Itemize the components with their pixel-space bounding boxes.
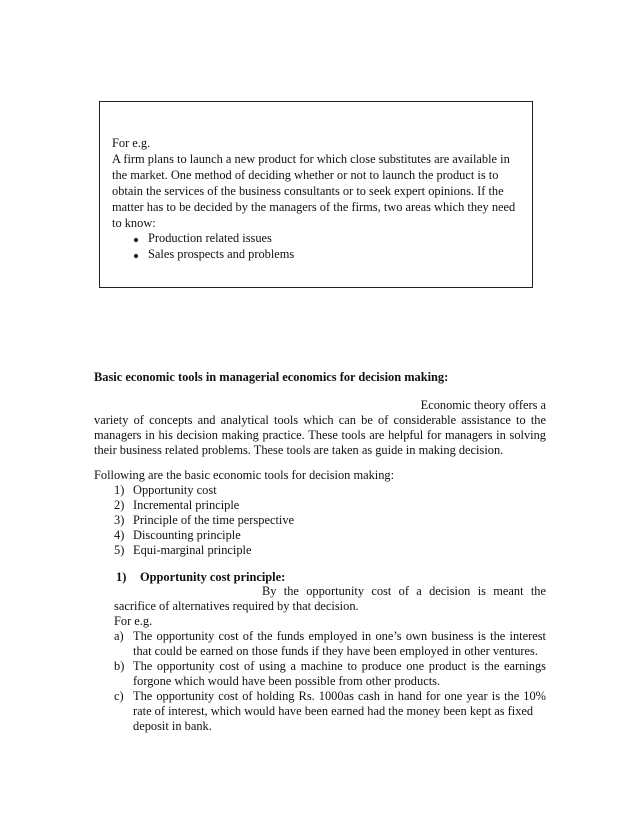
opportunity-eg-label: For e.g. xyxy=(114,614,153,628)
opportunity-second-line: sacrifice of alternatives required by that decision. xyxy=(114,599,359,613)
intro-line: variety of concepts and analytical tools which can be of considerable assistance to the xyxy=(94,413,546,427)
following-text: Following are the basic economic tools for decision making: xyxy=(94,468,395,482)
box-para-line: to know: xyxy=(112,216,156,230)
tool-number: 3) xyxy=(114,513,125,527)
opportunity-heading: Opportunity cost principle: xyxy=(140,570,286,584)
item-label: c) xyxy=(114,689,124,703)
tool-item: Equi-marginal principle xyxy=(133,543,252,557)
item-label: a) xyxy=(114,629,124,643)
intro-first-line: Economic theory offers a xyxy=(420,398,546,412)
intro-line: their business related problems. These tools are taken as guide in making decision. xyxy=(94,443,504,457)
box-bullet-item: Production related issues xyxy=(148,231,272,245)
item-line: forgone which would have been possible from other products. xyxy=(133,674,441,688)
tool-number: 2) xyxy=(114,498,125,512)
box-para-line: A firm plans to launch a new product for which close substitutes are available in xyxy=(112,152,510,166)
opportunity-first-line: By the opportunity cost of a decision is meant the xyxy=(262,584,546,598)
intro-line: managers in his decision making practice. These tools are helpful for managers in solving xyxy=(94,428,546,442)
tool-number: 4) xyxy=(114,528,125,542)
item-line: that could be earned on those funds if they have been employed in other ventures. xyxy=(133,644,538,658)
box-eg-label: For e.g. xyxy=(112,136,151,150)
item-line: The opportunity cost of the funds employed in one’s own business is the interest xyxy=(133,629,546,643)
item-line: The opportunity cost of holding Rs. 1000as cash in hand for one year is the 10% xyxy=(133,689,546,703)
bullet-icon xyxy=(134,254,138,258)
tool-item: Principle of the time perspective xyxy=(133,513,295,527)
tool-item: Opportunity cost xyxy=(133,483,217,497)
item-line: rate of interest, which would have been earned had the money been kept as fixed xyxy=(133,704,534,718)
tool-item: Discounting principle xyxy=(133,528,241,542)
opportunity-number: 1) xyxy=(116,570,127,584)
box-bullet-item: Sales prospects and problems xyxy=(148,247,295,261)
box-para-line: matter has to be decided by the managers of the firms, two areas which they need xyxy=(112,200,516,214)
tool-number: 1) xyxy=(114,483,125,497)
item-label: b) xyxy=(114,659,125,673)
bullet-icon xyxy=(134,238,138,242)
box-para-line: obtain the services of the business consultants or to seek expert opinions. If the xyxy=(112,184,504,198)
item-line: deposit in bank. xyxy=(133,719,212,733)
section-heading: Basic economic tools in managerial economics for decision making: xyxy=(94,370,449,384)
item-line: The opportunity cost of using a machine to produce one product is the earnings xyxy=(133,659,546,673)
tool-item: Incremental principle xyxy=(133,498,240,512)
box-para-line: the market. One method of deciding whether or not to launch the product is to xyxy=(112,168,499,182)
tool-number: 5) xyxy=(114,543,125,557)
